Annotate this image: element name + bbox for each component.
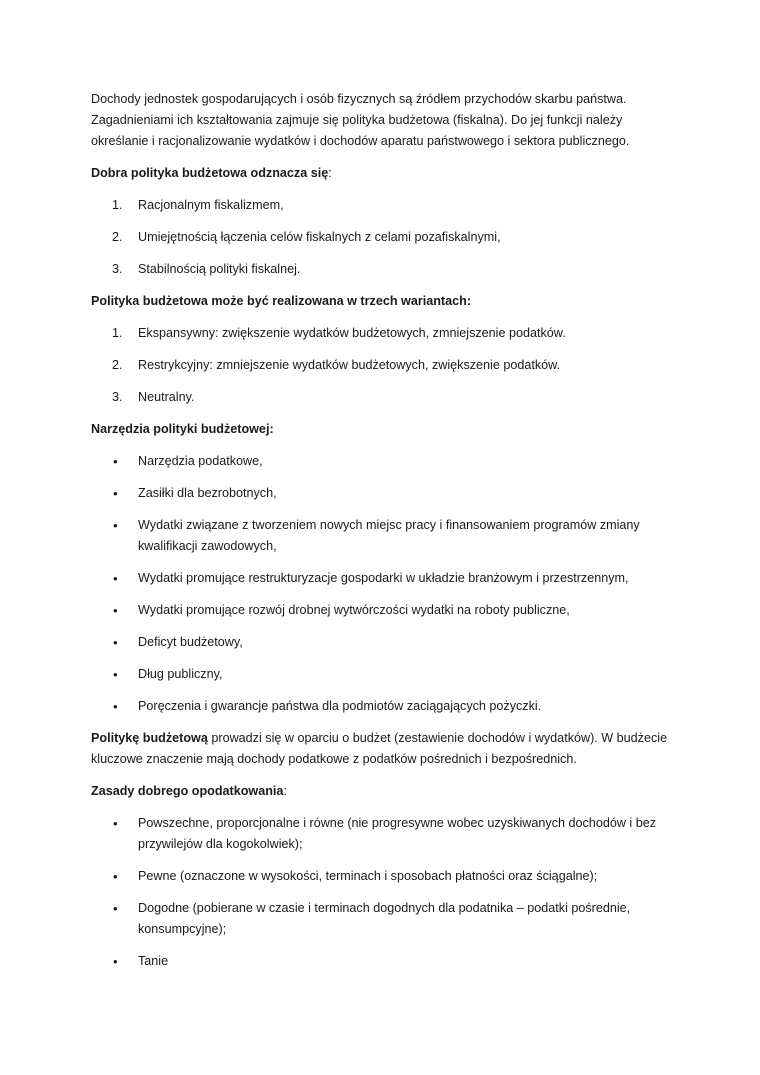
list-item [91, 483, 681, 504]
bullet-icon: • [113, 454, 118, 469]
document-content [91, 89, 681, 983]
policy-variants-list [91, 323, 681, 408]
list-item-text: Dług publiczny, [138, 667, 223, 681]
list-number: 3. [112, 262, 123, 276]
heading-policy-variants: Polityka budżetowa może być realizowana w trzech wariantach: [91, 294, 472, 308]
list-item-text: Restrykcyjny: zmniejszenie wydatków budżetowych, zwiększenie podatków. [138, 358, 561, 372]
heading-good-policy [91, 163, 681, 184]
heading-taxation-rules-colon: : [283, 784, 287, 798]
list-item-text: Stabilnością polityki fiskalnej. [138, 262, 301, 276]
list-item [91, 568, 681, 589]
taxation-rules-list [91, 813, 681, 972]
list-item-text: Poręczenia i gwarancje państwa dla podmiotów zaciągających pożyczki. [138, 699, 542, 713]
list-item [91, 866, 681, 887]
heading-good-policy-colon: : [328, 166, 332, 180]
budget-paragraph [91, 728, 681, 770]
bullet-icon: • [113, 635, 118, 650]
bullet-icon: • [113, 954, 118, 969]
bullet-icon: • [113, 667, 118, 682]
list-item [91, 515, 681, 557]
list-item-text: Deficyt budżetowy, [138, 635, 243, 649]
bullet-icon: • [113, 901, 118, 916]
list-item [91, 664, 681, 685]
list-item-text: Dogodne (pobierane w czasie i terminach dogodnych dla podatnika – podatki pośrednie, konsumpcyjne); [138, 901, 631, 936]
list-item [91, 898, 681, 940]
list-number: 2. [112, 230, 123, 244]
bullet-icon: • [113, 869, 118, 884]
list-item [91, 951, 681, 972]
list-number: 3. [112, 390, 123, 404]
bullet-icon: • [113, 486, 118, 501]
heading-taxation-rules-text: Zasady dobrego opodatkowania [91, 784, 284, 798]
list-item [91, 227, 681, 248]
list-item-text: Narzędzia podatkowe, [138, 454, 263, 468]
heading-good-policy-text: Dobra polityka budżetowa odznacza się [91, 166, 329, 180]
bullet-icon: • [113, 699, 118, 714]
list-number: 1. [112, 198, 123, 212]
list-item-text: Zasiłki dla bezrobotnych, [138, 486, 277, 500]
list-item-text: Racjonalnym fiskalizmem, [138, 198, 284, 212]
heading-policy-tools: Narzędzia polityki budżetowej: [91, 422, 274, 436]
list-item-text: Ekspansywny: zwiększenie wydatków budżetowych, zmniejszenie podatków. [138, 326, 566, 340]
list-item [91, 355, 681, 376]
list-item-text: Pewne (oznaczone w wysokości, terminach i sposobach płatności oraz ściągalne); [138, 869, 598, 883]
policy-tools-list [91, 451, 681, 717]
list-item [91, 387, 681, 408]
list-item [91, 195, 681, 216]
good-policy-list [91, 195, 681, 280]
bullet-icon: • [113, 518, 118, 533]
list-item-text: Powszechne, proporcjonalne i równe (nie progresywne wobec uzyskiwanych dochodów i bez przywilejów dla kogokolwiek); [138, 816, 657, 851]
list-number: 2. [112, 358, 123, 372]
list-item [91, 813, 681, 855]
budget-paragraph-text: prowadzi się w oparciu o budżet (zestawienie dochodów i wydatków). W budżecie kluczowe znaczenie mają dochody podatkowe z podatków pośrednich i bezpośrednich. [91, 731, 668, 766]
list-item [91, 600, 681, 621]
list-item [91, 696, 681, 717]
intro-paragraph: Dochody jednostek gospodarujących i osób fizycznych są źródłem przychodów skarbu państwa. Zagadnieniami ich kształtowania zajmuje się polityka budżetowa (fiskalna). Do jej funkcji należy określanie i racjonalizowanie wydatków i dochodów aparatu państwowego i sektora publicznego. [91, 92, 630, 148]
list-item-text: Wydatki promujące rozwój drobnej wytwórczości wydatki na roboty publiczne, [138, 603, 570, 617]
list-item-text: Tanie [138, 954, 169, 968]
list-item-text: Wydatki promujące restrukturyzacje gospodarki w układzie branżowym i przestrzennym, [138, 571, 629, 585]
list-item [91, 451, 681, 472]
heading-taxation-rules [91, 781, 681, 802]
list-item-text: Neutralny. [138, 390, 195, 404]
list-item-text: Wydatki związane z tworzeniem nowych miejsc pracy i finansowaniem programów zmiany kwalifikacji zawodowych, [138, 518, 640, 553]
bullet-icon: • [113, 603, 118, 618]
list-item [91, 632, 681, 653]
list-item [91, 323, 681, 344]
bullet-icon: • [113, 816, 118, 831]
list-number: 1. [112, 326, 123, 340]
list-item-text: Umiejętnością łączenia celów fiskalnych z celami pozafiskalnymi, [138, 230, 501, 244]
bullet-icon: • [113, 571, 118, 586]
budget-paragraph-bold: Politykę budżetową [91, 731, 208, 745]
list-item [91, 259, 681, 280]
